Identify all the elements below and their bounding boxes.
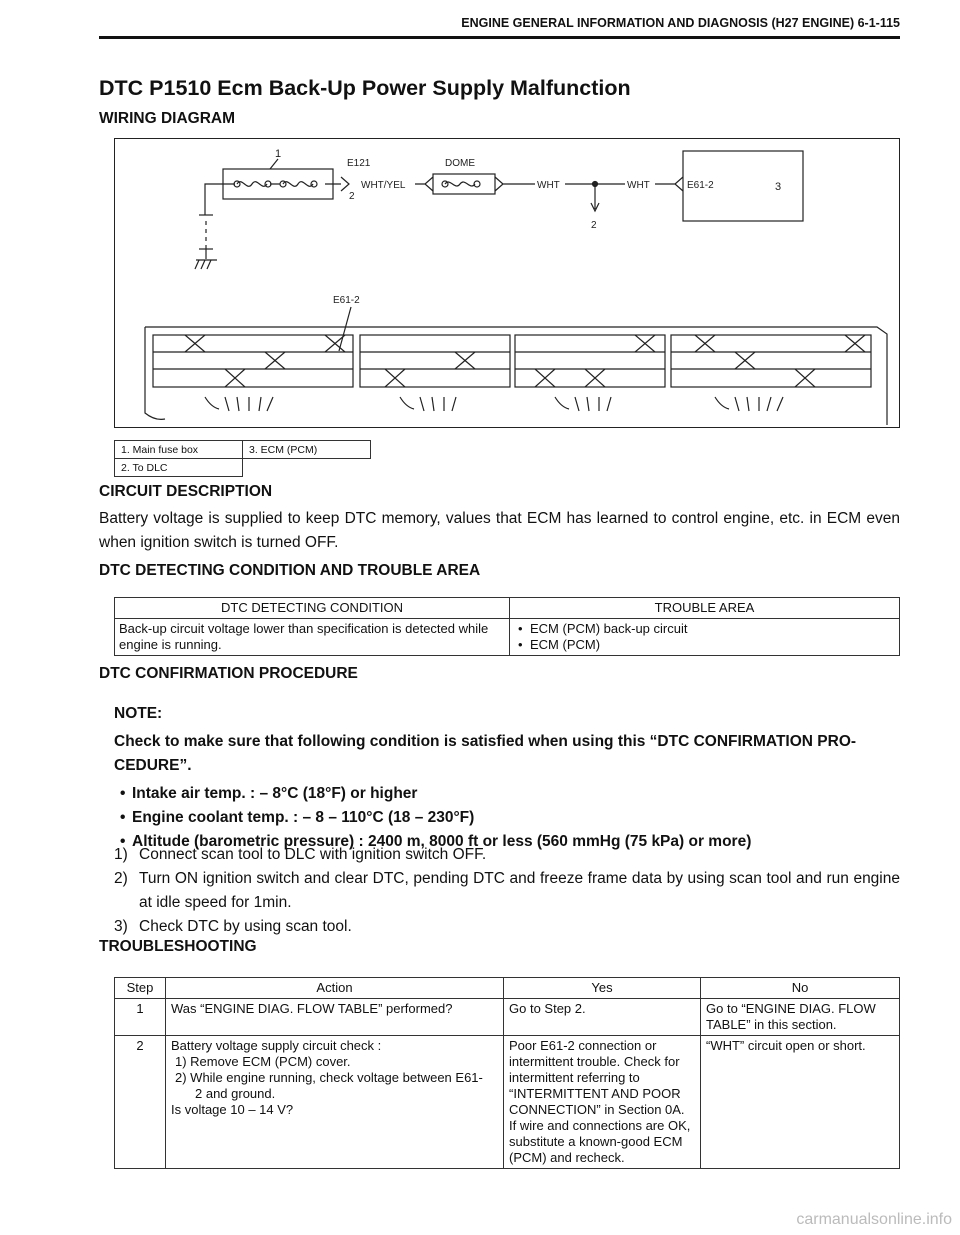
section-wiring-diagram: WIRING DIAGRAM bbox=[99, 110, 236, 127]
yes-cell: Go to Step 2. bbox=[504, 999, 701, 1036]
label-dome: DOME bbox=[445, 158, 475, 169]
label-e61-2-b: E61-2 bbox=[333, 295, 360, 306]
note-item: • Engine coolant temp. : – 8 – 110°C (18 – 230°F) bbox=[114, 806, 900, 830]
label-num2b: 2 bbox=[591, 220, 597, 231]
header-no: No bbox=[701, 978, 900, 999]
yes-cell: Poor E61-2 connection or intermittent trouble. Check for intermittent referring to “INTERMITTENT AND POOR CONNECTION” in Section 0A. If wire and connections are OK, substitute a known-good ECM (PCM) and recheck. bbox=[504, 1036, 701, 1169]
action-cell bbox=[166, 1036, 504, 1169]
label-num1: 1 bbox=[275, 148, 282, 160]
procedure-step: 2) Turn ON ignition switch and clear DTC, pending DTC and freeze frame data by using scan tool and run engine at idle speed for 1min. bbox=[114, 870, 900, 911]
action-substep: 2) While engine running, check voltage between E61- bbox=[175, 1070, 483, 1085]
trouble-area-header: TROUBLE AREA bbox=[510, 598, 900, 619]
wiring-diagram bbox=[114, 138, 900, 428]
no-cell: Go to “ENGINE DIAG. FLOW TABLE” in this section. bbox=[701, 999, 900, 1036]
trouble-area-item: • ECM (PCM) back-up circuit bbox=[514, 621, 895, 637]
procedure-step: 3) Check DTC by using scan tool. bbox=[114, 918, 352, 935]
note-item: • Intake air temp. : – 8°C (18°F) or higher bbox=[114, 782, 900, 806]
page-header bbox=[99, 12, 900, 39]
connector-pointer bbox=[339, 307, 351, 351]
page-title: DTC P1510 Ecm Back-Up Power Supply Malfunction bbox=[99, 76, 631, 100]
legend-item-1: 1. Main fuse box bbox=[115, 441, 243, 459]
fuse-symbol bbox=[237, 182, 313, 187]
label-e61-2-a: E61-2 bbox=[687, 180, 714, 191]
table-row bbox=[115, 1036, 900, 1169]
circuit-description-text: Battery voltage is supplied to keep DTC memory, values that ECM has learned to control engine, etc. in ECM even when ignition switch is turned OFF. bbox=[99, 510, 900, 551]
action-substep-cont: 2 and ground. bbox=[195, 1086, 276, 1101]
connector-block-1 bbox=[153, 335, 353, 387]
ground-hatch bbox=[195, 260, 211, 269]
trouble-area-item: • ECM (PCM) bbox=[514, 637, 895, 653]
header-step: Step bbox=[115, 978, 166, 999]
action-question: Is voltage 10 – 14 V? bbox=[171, 1102, 294, 1117]
label-wht-1: WHT bbox=[537, 180, 560, 191]
legend-item-2: 2. To DLC bbox=[115, 459, 243, 477]
detecting-condition-header: DTC DETECTING CONDITION bbox=[115, 598, 510, 619]
label-num2a: 2 bbox=[349, 191, 355, 202]
confirmation-procedure-list bbox=[114, 843, 900, 939]
trouble-area-cell bbox=[510, 619, 900, 656]
troubleshooting-table bbox=[114, 977, 900, 1169]
label-wht-2: WHT bbox=[627, 180, 650, 191]
header-yes: Yes bbox=[504, 978, 701, 999]
connector-block-2 bbox=[360, 335, 510, 387]
procedure-step: 1) Connect scan tool to DLC with ignition switch OFF. bbox=[114, 846, 487, 863]
note-block bbox=[114, 702, 900, 854]
section-troubleshooting: TROUBLESHOOTING bbox=[99, 938, 257, 955]
wiring-diagram-svg bbox=[115, 139, 901, 429]
wire-to-dlc bbox=[591, 184, 599, 211]
action-cell: Was “ENGINE DIAG. FLOW TABLE” performed? bbox=[166, 999, 504, 1036]
wire-battery bbox=[205, 184, 223, 215]
diagram-legend bbox=[114, 440, 371, 477]
connector-block-4 bbox=[671, 335, 871, 387]
ecm-connector-housing bbox=[145, 327, 887, 425]
detecting-condition-cell: Back-up circuit voltage lower than specification is detected while engine is running. bbox=[115, 619, 510, 656]
section-confirmation-procedure: DTC CONFIRMATION PROCEDURE bbox=[99, 665, 358, 682]
action-title: Battery voltage supply circuit check : bbox=[171, 1038, 382, 1053]
label-num3: 3 bbox=[775, 181, 782, 193]
step-cell: 1 bbox=[115, 999, 166, 1036]
page-header-text: ENGINE GENERAL INFORMATION AND DIAGNOSIS (H27 ENGINE) 6-1-115 bbox=[461, 16, 900, 30]
note-title: NOTE: bbox=[114, 705, 163, 722]
table-row bbox=[115, 999, 900, 1036]
detecting-condition-table bbox=[114, 597, 900, 656]
header-action: Action bbox=[166, 978, 504, 999]
connector-e121 bbox=[333, 177, 349, 191]
watermark: carmanualsonline.info bbox=[796, 1211, 952, 1228]
connector-block-3 bbox=[515, 335, 665, 387]
label-wht-yel: WHT/YEL bbox=[361, 180, 406, 191]
section-circuit-description: CIRCUIT DESCRIPTION bbox=[99, 483, 273, 500]
legend-item-3: 3. ECM (PCM) bbox=[243, 441, 371, 459]
label-e121: E121 bbox=[347, 158, 371, 169]
step-cell: 2 bbox=[115, 1036, 166, 1169]
action-substep: 1) Remove ECM (PCM) cover. bbox=[175, 1054, 351, 1069]
note-text: Check to make sure that following condition is satisfied when using this “DTC CONFIRMATION PRO-CEDURE”. bbox=[114, 733, 857, 774]
section-detecting-condition: DTC DETECTING CONDITION AND TROUBLE AREA bbox=[99, 562, 481, 579]
no-cell: “WHT” circuit open or short. bbox=[701, 1036, 900, 1169]
note-item: • Altitude (barometric pressure) : 2400 m, 8000 ft or less (560 mmHg (75 kPa) or more) bbox=[114, 830, 900, 854]
connector-wires bbox=[205, 397, 783, 411]
